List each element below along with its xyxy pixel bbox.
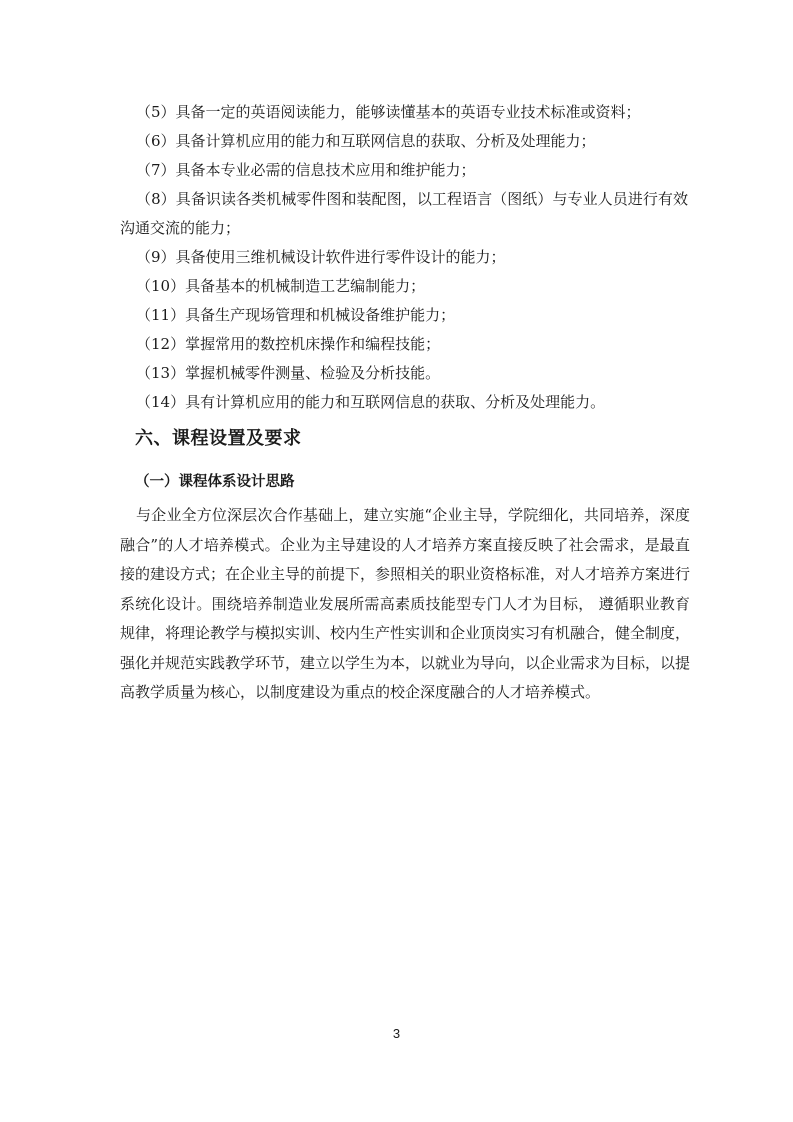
body-paragraph: 与企业全方位深层次合作基础上，建立实施“企业主导，学院细化，共同培养，深度融合”的人才培养模式。企业为主导建设的人才培养方案直接反映了社会需求，是最直接的建设方式；在企业主导的前提下，参照相关的职业资格标准，对人才培养方案进行系统化设计。围绕培养制造业发展所需高素质技能型专门人才为目标， 遵循职业教育规律，将理论教学与模拟实训、校内生产性实训和企业顶岗实习有机融合，健全制度，强化并规范实践教学环节，建立以学生为本，以就业为导向，以企业需求为目标，以提高教学质量为核心，以制度建设为重点的校企深度融合的人才培养模式。: [120, 506, 691, 701]
list-item: （13）掌握机械零件测量、检验及分析技能。: [136, 364, 441, 382]
list-item: （12）掌握常用的数控机床操作和编程技能；: [136, 335, 441, 353]
list-item: （14）具有计算机应用的能力和互联网信息的获取、分析及处理能力。: [136, 393, 606, 411]
list-item: （5）具备一定的英语阅读能力，能够读懂基本的英语专业技术标准或资料；: [136, 103, 641, 121]
list-item: （6）具备计算机应用的能力和互联网信息的获取、分析及处理能力；: [136, 132, 596, 150]
subsection-heading: （一）课程体系设计思路: [135, 474, 295, 490]
list-item: （9）具备使用三维机械设计软件进行零件设计的能力；: [136, 248, 506, 266]
list-item: （10）具备基本的机械制造工艺编制能力；: [136, 277, 426, 295]
section-heading: 六、课程设置及要求: [135, 428, 302, 449]
list-item: （8）具备识读各类机械零件图和装配图，以工程语言（图纸）与专业人员进行有效沟通交流的能力；: [120, 190, 688, 237]
ability-list: [120, 98, 688, 417]
list-item: （7）具备本专业必需的信息技术应用和维护能力；: [136, 161, 476, 179]
list-item: （11）具备生产现场管理和机械设备维护能力；: [136, 306, 456, 324]
page-number: 3: [392, 1026, 401, 1041]
